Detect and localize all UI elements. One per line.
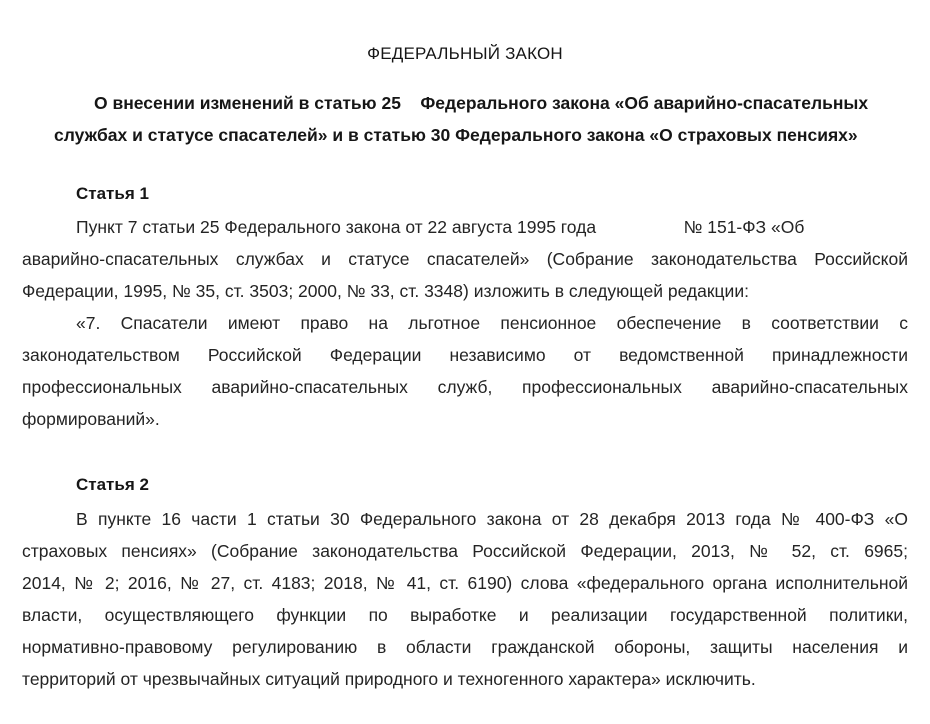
- text-line: Федерации, 1995, № 35, ст. 3503; 2000, № 33, ст. 3348) изложить в следующей редакции:: [22, 281, 749, 301]
- text-line: законодательством Российской Федерации независимо от ведомственной принадлежности: [22, 345, 908, 365]
- text-line: формирований».: [22, 409, 160, 429]
- text-line: территорий от чрезвычайных ситуаций природного и техногенного характера» исключить.: [22, 669, 756, 689]
- text-line: власти, осуществляющего функции по выработке и реализации государственной политики,: [22, 605, 908, 625]
- law-subtitle-line-1: О внесении изменений в статью 25 Федерального закона «Об аварийно-спасательных: [94, 93, 869, 113]
- article-2-heading: Статья 2: [76, 475, 149, 494]
- law-subtitle: [50, 87, 890, 151]
- law-title: ФЕДЕРАЛЬНЫЙ ЗАКОН: [367, 44, 563, 63]
- text-line: страховых пенсиях» (Собрание законодательства Российской Федерации, 2013, № 52, ст. 6965;: [22, 541, 908, 561]
- law-subtitle-line-2: службах и статусе спасателей» и в статью 30 Федерального закона «О страховых пенсиях»: [54, 125, 858, 145]
- cropped-header-remnant: [470, 0, 665, 2]
- article-2-paragraph-1: [22, 503, 908, 695]
- text-line: В пункте 16 части 1 статьи 30 Федерального закона от 28 декабря 2013 года № 400-ФЗ «О: [76, 509, 908, 529]
- text-line: 2014, № 2; 2016, № 27, ст. 4183; 2018, № 41, ст. 6190) слова «федерального органа исполнительной: [22, 573, 908, 593]
- article-1-paragraph-2: [22, 307, 908, 435]
- article-1-heading: Статья 1: [76, 184, 149, 203]
- text-line: нормативно-правовому регулированию в области гражданской обороны, защиты населения и: [22, 637, 908, 657]
- text-line: «7. Спасатели имеют право на льготное пенсионное обеспечение в соответствии с: [76, 313, 908, 333]
- text-line: профессиональных аварийно-спасательных служб, профессиональных аварийно-спасательных: [22, 377, 908, 397]
- article-1-paragraph-1: [22, 211, 908, 307]
- text-line: аварийно-спасательных службах и статусе спасателей» (Собрание законодательства Российской: [22, 249, 908, 269]
- text-line: Пункт 7 статьи 25 Федерального закона от 22 августа 1995 года № 151-ФЗ «Об: [76, 217, 805, 237]
